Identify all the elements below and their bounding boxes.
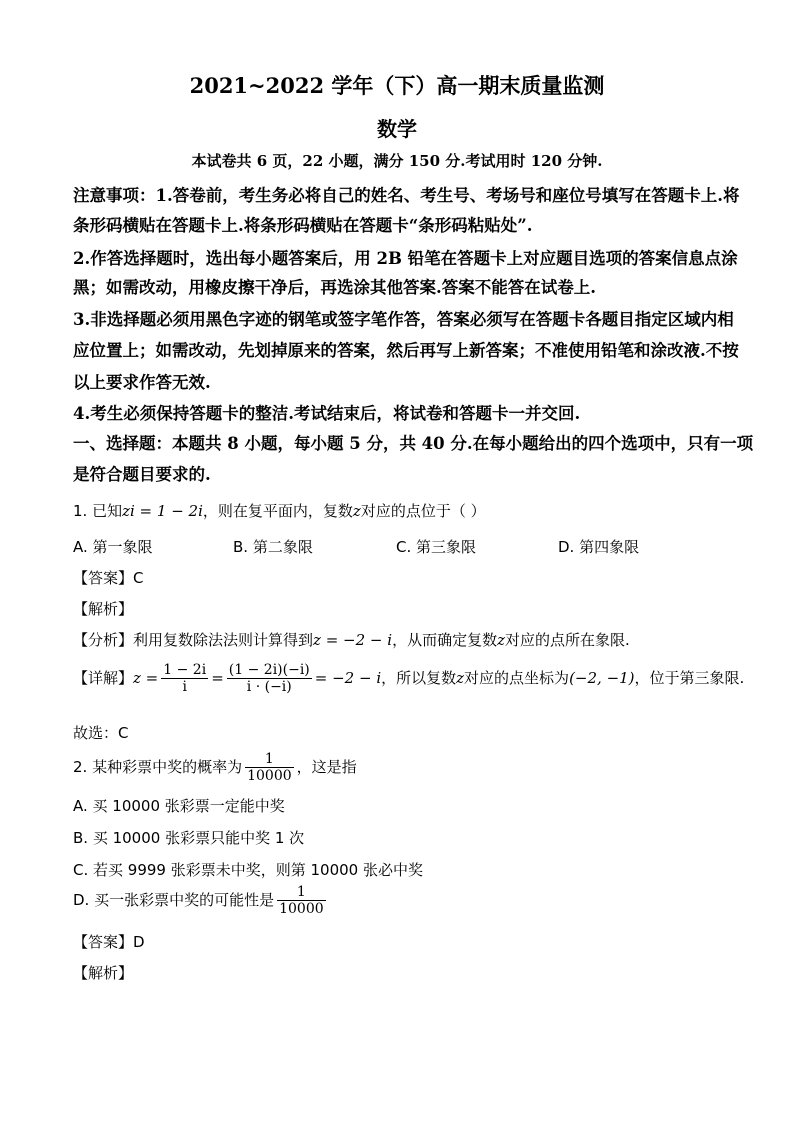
- q2-stem: [73, 751, 357, 784]
- q1-detail-text-c: 对应的点坐标为: [464, 669, 570, 688]
- q1-fenxi-tag: 【分析】: [73, 631, 134, 649]
- q2-optd-numerator: 1: [277, 884, 326, 901]
- q1-detail-z: z =: [133, 669, 159, 688]
- q2-frac-numerator: 1: [245, 751, 294, 768]
- q1-detail-result: = −2 − i: [314, 669, 382, 688]
- q2-option-d: [73, 884, 329, 917]
- q2-option-b: B. 买 10000 张彩票只能中奖 1 次: [73, 829, 305, 847]
- q1-frac2-numerator: (1 − 2i)(−i): [228, 662, 310, 678]
- q1-frac2-denominator: i · (−i): [246, 679, 292, 696]
- q1-stem-z: z: [352, 502, 361, 520]
- q2-answer-value: D: [133, 933, 145, 951]
- q2-stem-fraction: [245, 751, 294, 784]
- q1-detail-fraction-1: [161, 662, 208, 695]
- q1-detail-fraction-2: [227, 662, 312, 695]
- q1-fenxi-text-c: 对应的点所在象限.: [504, 631, 630, 649]
- q2-option-d-text: D. 买一张彩票中奖的可能性是: [73, 891, 275, 910]
- notes-line-8: 4.考生必须保持答题卡的整洁.考试结束后，将试卷和答题卡一并交回.: [73, 404, 581, 423]
- notes-line-5: 3.非选择题必须用黑色字迹的钢笔或签字笔作答，答案必须写在答题卡各题目指定区域内相: [73, 310, 734, 329]
- section-heading-line-1: 一、选择题：本题共 8 小题，每小题 5 分，共 40 分.在每小题给出的四个选项中，只有一项: [73, 434, 754, 453]
- q2-option-c: C. 若买 9999 张彩票未中奖，则第 10000 张必中奖: [73, 861, 423, 879]
- q2-option-d-fraction: [277, 884, 326, 917]
- q1-stem-equation: zi = 1 − 2i: [122, 502, 203, 520]
- q1-option-c: C. 第三象限: [396, 538, 477, 556]
- q1-fenxi: [73, 629, 630, 650]
- q1-stem-start: 1. 已知: [73, 502, 123, 520]
- q1-detail-tag: 【详解】: [73, 669, 134, 688]
- section-heading-line-2: 是符合题目要求的.: [73, 465, 211, 484]
- notes-line-4: 黑；如需改动，用橡皮擦干净后，再选涂其他答案.答案不能答在试卷上.: [73, 278, 596, 297]
- q1-detail-text-b: ，所以复数: [381, 669, 457, 688]
- subject-heading: 数学: [377, 117, 417, 141]
- q1-option-b: B. 第二象限: [233, 538, 313, 556]
- q2-optd-denominator: 10000: [279, 901, 324, 918]
- q1-detail-z2: z: [456, 669, 465, 688]
- q1-fenxi-equation: z = −2 − i: [313, 631, 393, 649]
- q1-stem-middle: ，则在复平面内，复数: [202, 502, 353, 520]
- q1-fenxi-z: z: [497, 631, 505, 649]
- q2-stem-start: 2. 某种彩票中奖的概率为: [73, 758, 243, 777]
- q2-answer: [73, 931, 145, 952]
- q1-detail-point: (−2, −1): [569, 669, 635, 688]
- q1-answer-value: C: [133, 569, 144, 587]
- q1-option-a: A. 第一象限: [73, 538, 153, 556]
- q2-frac-denominator: 10000: [247, 768, 292, 785]
- q1-detail: 【详解】z = $\frac{1 - 2i}{i}$ = $\frac{(1 - 2i)(-i)}{i \cdot (-i)}$ = −2 − i，所以复数z对应的点坐标为(−2, −1)，位于第三象限.: [73, 662, 745, 696]
- q2-answer-tag: 【答案】: [73, 933, 134, 951]
- q2-option-a: A. 买 10000 张彩票一定能中奖: [73, 797, 285, 815]
- q1-analysis-tag: 【解析】: [73, 600, 134, 618]
- notes-line-6: 应位置上；如需改动，先划掉原来的答案，然后再写上新答案；不准使用铅笔和涂改液.不按: [73, 341, 739, 360]
- q2-analysis-tag: 【解析】: [73, 964, 134, 982]
- q1-stem: [73, 500, 486, 521]
- notes-line-2: 条形码横贴在答题卡上.将条形码横贴在答题卡“条形码粘贴处”.: [73, 216, 533, 235]
- q1-answer-tag: 【答案】: [73, 569, 134, 587]
- q1-fenxi-text-a: 利用复数除法法则计算得到: [133, 631, 314, 649]
- q1-answer: [73, 567, 144, 588]
- q1-frac1-denominator: i: [182, 679, 187, 696]
- q1-frac1-numerator: 1 − 2i: [163, 662, 207, 678]
- q1-detail-text-d: ，位于第三象限.: [634, 669, 745, 688]
- notes-line-7: 以上要求作答无效.: [73, 373, 211, 392]
- exam-info: 本试卷共 6 页，22 小题，满分 150 分.考试用时 120 分钟.: [191, 152, 603, 170]
- q1-choose: 故选：C: [73, 724, 129, 742]
- q1-option-d: D. 第四象限: [558, 538, 640, 556]
- page-title: 2021~2022 学年（下）高一期末质量监测: [189, 73, 605, 98]
- notes-line-1: 注意事项：1.答卷前，考生务必将自己的姓名、考生号、考场号和座位号填写在答题卡上.将: [73, 186, 740, 205]
- q1-stem-end: 对应的点位于（ ）: [360, 502, 486, 520]
- notes-line-3: 2.作答选择题时，选出每小题答案后，用 2B 铅笔在答题卡上对应题目选项的答案信息点涂: [73, 249, 738, 268]
- q1-fenxi-text-b: ，从而确定复数: [392, 631, 498, 649]
- q2-stem-end: ，这是指: [296, 758, 357, 777]
